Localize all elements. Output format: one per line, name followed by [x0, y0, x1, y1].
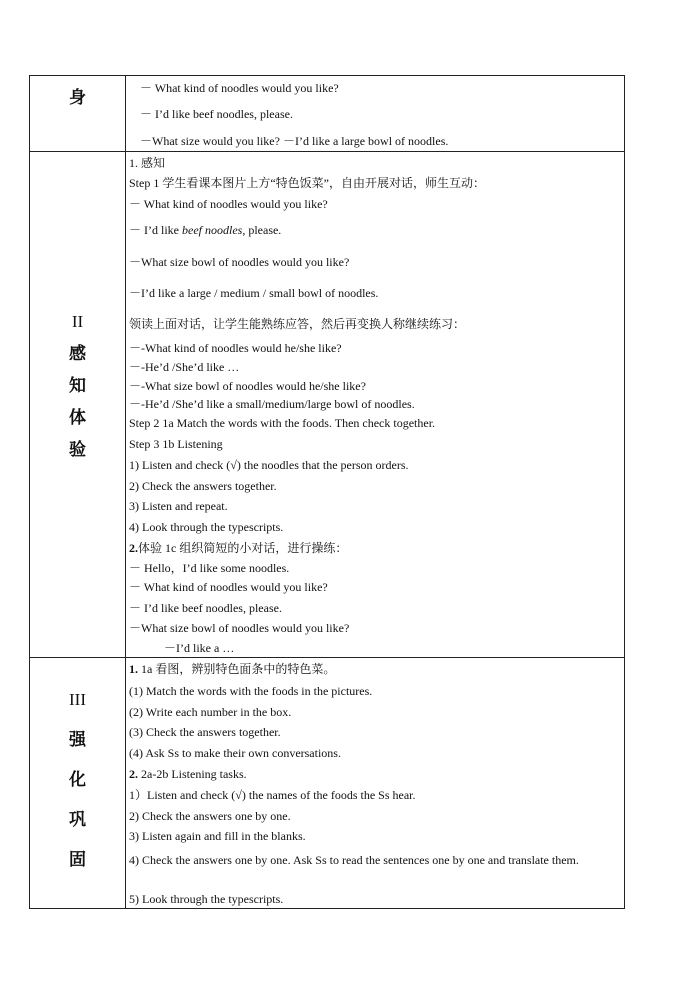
- row-label-char: 验: [69, 440, 86, 459]
- section-heading: 1. 感知: [129, 156, 166, 170]
- text-line: 2) Check the answers one by one.: [129, 809, 291, 823]
- text-line: Step 2 1a Match the words with the foods. Then check together.: [129, 416, 436, 430]
- text-line: 2.体验 1c 组织简短的小对话，进行操练：: [129, 541, 348, 555]
- text-line: － What kind of noodles would you like?: [129, 580, 328, 594]
- row-label-char: 固: [69, 850, 86, 869]
- row-content-cell: [126, 76, 625, 151]
- row-label-char: II: [71, 312, 84, 331]
- text-line: 4) Check the answers one by one. Ask Ss to read the sentences one by one and translate them.: [129, 853, 579, 867]
- text-line: － I’d like beef noodles, please.: [140, 107, 293, 121]
- row-label-char: 巩: [69, 810, 86, 829]
- text-line: 1) Listen and check (√) the noodles that the person orders.: [129, 458, 409, 472]
- text-line: Step 1 学生看课本图片上方“特色饭菜”，自由开展对话，师生互动：: [129, 176, 485, 190]
- text-line: －-He’d /She’d like a small/medium/large bowl of noodles.: [129, 397, 415, 411]
- table-row: [30, 152, 625, 658]
- text-line: －What size would you like? －I’d like a large bowl of noodles.: [140, 134, 449, 148]
- text-line: 3) Listen again and fill in the blanks.: [129, 829, 306, 843]
- text-line: －I’d like a …: [164, 641, 235, 655]
- table-row: [30, 658, 625, 909]
- italic-text: beef noodles: [182, 223, 243, 237]
- text-line: 4) Look through the typescripts.: [129, 520, 284, 534]
- row-label-char: 强: [69, 730, 86, 749]
- table-row: [30, 76, 625, 152]
- text-line: － I’d like beef noodles, please.: [129, 223, 282, 237]
- text-line: (4) Ask Ss to make their own conversations.: [129, 746, 341, 760]
- row-label-cell: [30, 152, 126, 657]
- row-label-cell: [30, 76, 126, 151]
- text-line: (1) Match the words with the foods in the pictures.: [129, 684, 373, 698]
- text-line: － Hello，I’d like some noodles.: [129, 561, 290, 575]
- text-line: 5) Look through the typescripts.: [129, 892, 284, 906]
- text-line: － What kind of noodles would you like?: [129, 197, 328, 211]
- text-line: Step 3 1b Listening: [129, 437, 223, 451]
- text-line: 1. 1a 看图，辨别特色面条中的特色菜。: [129, 662, 336, 676]
- row-label-char: 感: [69, 344, 86, 363]
- text-line: －-What kind of noodles would he/she like?: [129, 341, 342, 355]
- text-line: 2) Check the answers together.: [129, 479, 277, 493]
- row-content-cell: [126, 152, 625, 657]
- text-line: 1）Listen and check (√) the names of the foods the Ss hear.: [129, 788, 416, 802]
- row-label-char: 体: [69, 408, 86, 427]
- text-line: (3) Check the answers together.: [129, 725, 281, 739]
- text-line: －What size bowl of noodles would you like?: [129, 255, 350, 269]
- text-line: (2) Write each number in the box.: [129, 705, 292, 719]
- text-line: 3) Listen and repeat.: [129, 499, 228, 513]
- row-label-char: III: [69, 690, 86, 709]
- row-label-cell: [30, 658, 126, 908]
- row-label-char: 化: [69, 770, 86, 789]
- row-content-cell: [126, 658, 625, 908]
- lesson-table: [29, 75, 625, 909]
- text-line: － What kind of noodles would you like?: [140, 81, 339, 95]
- row-label-char: 知: [69, 376, 86, 395]
- text-line: 2. 2a-2b Listening tasks.: [129, 767, 247, 781]
- text-line: －What size bowl of noodles would you like?: [129, 621, 350, 635]
- text-line: － I’d like beef noodles, please.: [129, 601, 282, 615]
- row-label-char: 身: [69, 88, 86, 107]
- text-line: 领读上面对话，让学生能熟练应答，然后再变换人称继续练习：: [129, 317, 466, 331]
- text-line: －-What size bowl of noodles would he/she like?: [129, 379, 366, 393]
- text-line: －I’d like a large / medium / small bowl of noodles.: [129, 286, 379, 300]
- text-line: －-He’d /She’d like …: [129, 360, 240, 374]
